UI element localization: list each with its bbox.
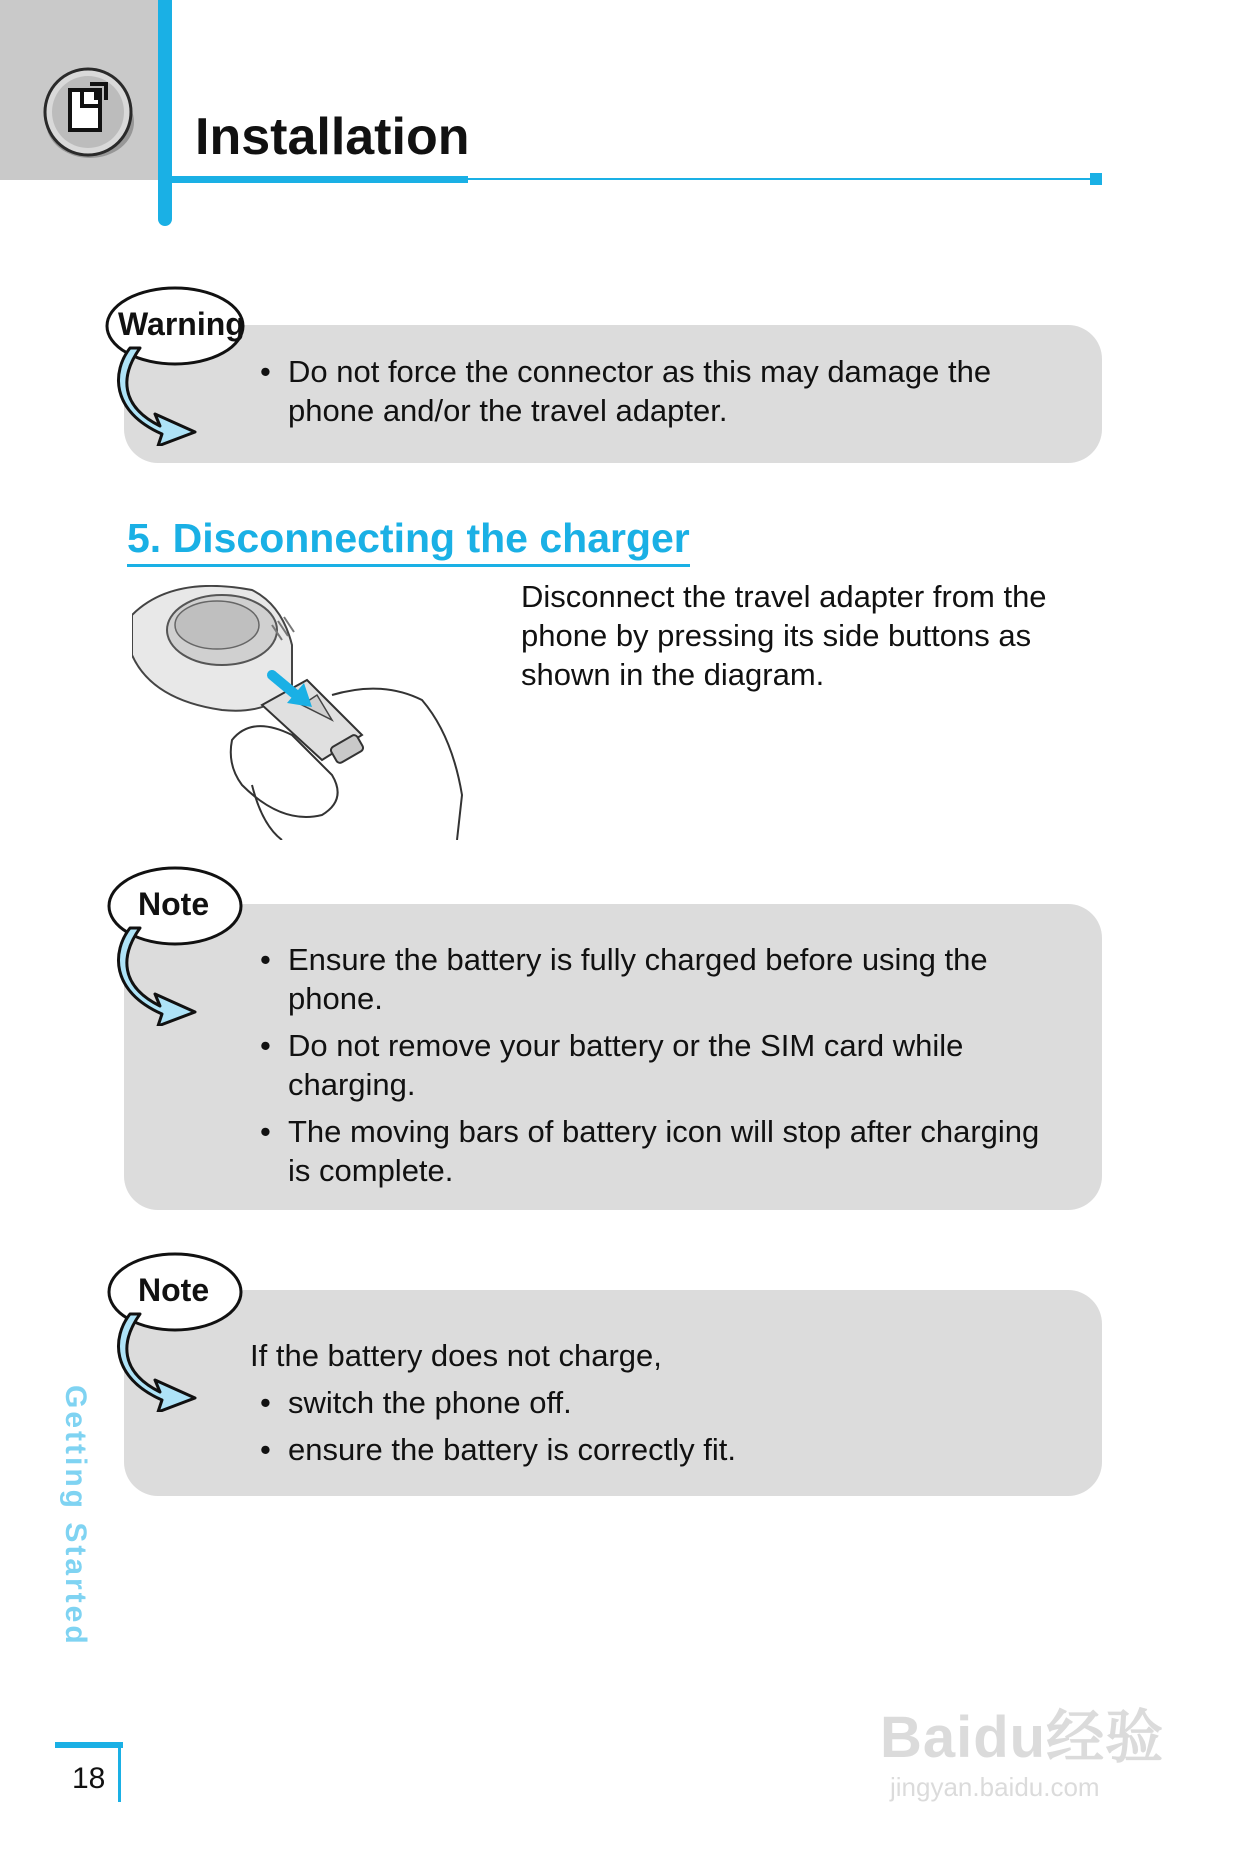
- list-item: [260, 1430, 1060, 1469]
- note2-intro: If the battery does not charge,: [250, 1338, 662, 1373]
- list-item: [260, 1112, 1060, 1190]
- side-section-label: Getting Started: [59, 1385, 92, 1647]
- page-number: 18: [72, 1762, 106, 1795]
- bullet: •: [260, 1028, 271, 1063]
- title-underline-end: [1090, 173, 1102, 185]
- list-item: [260, 940, 1060, 1018]
- list-item-text: Do not force the connector as this may damage the phone and/or the travel adapter.: [288, 354, 992, 428]
- list-item-text: Ensure the battery is fully charged before using the phone.: [288, 942, 988, 1016]
- note-badge-label: Note: [138, 1272, 210, 1308]
- list-item: [260, 352, 1060, 430]
- list-item: [260, 1383, 1060, 1422]
- section-body: Disconnect the travel adapter from the phone by pressing its side buttons as shown in the diagram.: [521, 579, 1047, 692]
- page-number-vertical-rule: [118, 1742, 121, 1802]
- bullet: •: [260, 1432, 271, 1467]
- bullet: •: [260, 942, 271, 977]
- note2-list: [260, 1383, 1060, 1477]
- list-item-text: The moving bars of battery icon will stop after charging is complete.: [288, 1114, 1040, 1188]
- list-item-text: ensure the battery is correctly fit.: [288, 1432, 736, 1467]
- watermark-brand: Baidu经验: [880, 1705, 1165, 1770]
- title-underline-thin: [468, 178, 1094, 180]
- document-edit-icon: [42, 66, 138, 162]
- header-vertical-rule: [158, 0, 172, 226]
- title-underline-thick: [172, 176, 468, 183]
- note1-list: [260, 940, 1060, 1198]
- bullet: •: [260, 354, 271, 389]
- list-item: [260, 1026, 1060, 1104]
- page-title: Installation: [195, 108, 470, 166]
- bullet: •: [260, 1114, 271, 1149]
- watermark-url: jingyan.baidu.com: [890, 1772, 1100, 1802]
- note-badge-label: Note: [138, 886, 210, 922]
- page-number-rule: [55, 1742, 123, 1748]
- phone-charger-illustration: [132, 585, 472, 840]
- list-item-text: Do not remove your battery or the SIM card while charging.: [288, 1028, 964, 1102]
- watermark: [880, 1680, 1180, 1820]
- warning-badge-label: Warning: [118, 306, 245, 342]
- list-item-text: switch the phone off.: [288, 1385, 572, 1420]
- section-heading: 5. Disconnecting the charger: [127, 514, 690, 567]
- bullet: •: [260, 1385, 271, 1420]
- warning-list: [260, 352, 1060, 438]
